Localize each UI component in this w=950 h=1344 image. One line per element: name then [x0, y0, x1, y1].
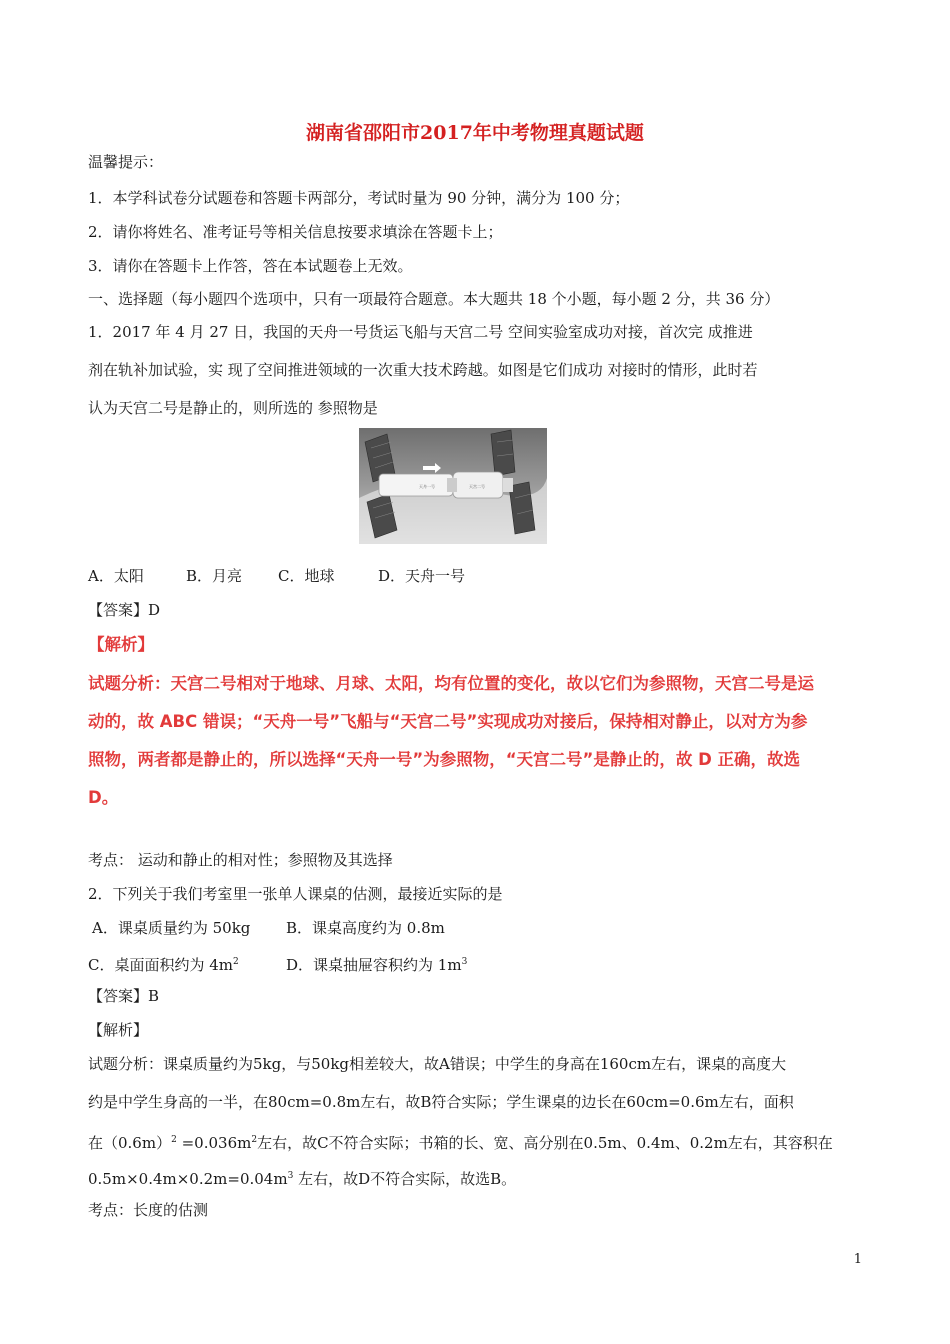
tips-heading: 温馨提示： [88, 153, 164, 171]
tip-2: 2．请你将姓名、准考证号等相关信息按要求填涂在答题卡上； [88, 223, 503, 241]
svg-text:天舟一号: 天舟一号 [419, 484, 435, 489]
q1-stem-line-2: 剂在轨补加试验，实 现了空间推进领域的一次重大技术跨越。如图是它们成功 对接时的情形，此时若 [88, 361, 758, 379]
q2-option-d-sup: 3 [461, 957, 468, 967]
q1-options [88, 566, 465, 586]
q2-analysis-line-3-b: =0.036m [176, 1134, 252, 1152]
q1-analysis-line-2: 动的，故 ABC 错误；“天舟一号”飞船与“天宫二号”实现成功对接后，保持相对静止，以对方为参 [88, 712, 808, 731]
q2-option-b: B．课桌高度约为 0.8m [286, 919, 445, 937]
q1-option-c: C．地球 [278, 567, 335, 585]
space-station-docking-image [359, 428, 547, 544]
q1-analysis-label: 【解析】 [88, 635, 154, 654]
page-number: 1 [853, 1252, 862, 1267]
q1-option-d: D．天舟一号 [378, 567, 466, 585]
q1-answer: 【答案】D [88, 601, 161, 619]
q1-analysis-line-1: 试题分析：天宫二号相对于地球、月球、太阳，均有位置的变化，故以它们为参照物，天宫二号是运 [88, 674, 814, 693]
document-title: 湖南省邵阳市2017年中考物理真题试题 [306, 122, 644, 144]
q2-analysis-line-2: 约是中学生身高的一半，在80cm=0.8m左右，故B符合实际；学生课桌的边长在60cm=0.6m左右，面积 [88, 1093, 794, 1111]
q2-options-row-2 [88, 952, 467, 975]
tip-3: 3．请你在答题卡上作答，答在本试题卷上无效。 [88, 257, 413, 275]
q2-analysis-line-4-a: 0.5m×0.4m×0.2m=0.04m [88, 1170, 288, 1188]
q2-analysis-sup-2b: 2 [251, 1135, 258, 1145]
section-1-heading: 一、选择题（每小题四个选项中，只有一项最符合题意。本大题共 18 个小题，每小题 2 分，共 36 分） [88, 290, 780, 308]
tip-1: 1．本学科试卷分试题卷和答题卡两部分，考试时量为 90 分钟，满分为 100 分； [88, 189, 630, 207]
q1-option-b: B．月亮 [186, 567, 243, 585]
q2-analysis-sup-3: 3 [287, 1171, 294, 1181]
q1-kaodian: 考点： 运动和静止的相对性；参照物及其选择 [88, 851, 393, 869]
q2-analysis-label: 【解析】 [88, 1021, 149, 1039]
q2-analysis-line-3 [88, 1130, 833, 1153]
svg-text:天宫二号: 天宫二号 [469, 484, 485, 489]
q2-option-a: A．课桌质量约为 50kg [92, 919, 251, 937]
q2-analysis-line-4 [88, 1166, 516, 1189]
q2-analysis-sup-2a: 2 [171, 1135, 177, 1145]
q2-analysis-line-3-a: 在（0.6m） [88, 1134, 172, 1152]
q2-kaodian: 考点：长度的估测 [88, 1201, 209, 1219]
q1-stem-line-3: 认为天宫二号是静止的，则所选的 参照物是 [88, 399, 378, 417]
q2-analysis-line-4-b: 左右，故D不符合实际，故选B。 [293, 1170, 517, 1188]
q2-stem: 2．下列关于我们考室里一张单人课桌的估测，最接近实际的是 [88, 885, 503, 903]
q2-answer: 【答案】B [88, 987, 160, 1005]
q1-analysis-line-3: 照物，两者都是静止的，所以选择“天舟一号”为参照物，“天宫二号”是静止的，故 D 正确，故选 [88, 750, 801, 769]
q2-options-row-1 [92, 918, 445, 938]
q2-option-c-sup: 2 [233, 957, 239, 967]
q2-analysis-line-3-c: 左右，故C不符合实际；书箱的长、宽、高分别在0.5m、0.4m、0.2m左右，其容积在 [257, 1134, 833, 1152]
q1-option-a: A．太阳 [88, 567, 144, 585]
q1-stem-line-1: 1．2017 年 4 月 27 日，我国的天舟一号货运飞船与天宫二号 空间实验室成功对接，首次完 成推进 [88, 323, 753, 341]
q2-analysis-line-1: 试题分析：课桌质量约为5kg，与50kg相差较大，故A错误；中学生的身高在160cm左右，课桌的高度大 [88, 1055, 787, 1073]
q2-option-c: C．桌面面积约为 4m [88, 956, 234, 974]
q2-option-d: D．课桌抽屉容积约为 1m [286, 956, 462, 974]
q1-analysis-line-4: D。 [88, 788, 119, 807]
